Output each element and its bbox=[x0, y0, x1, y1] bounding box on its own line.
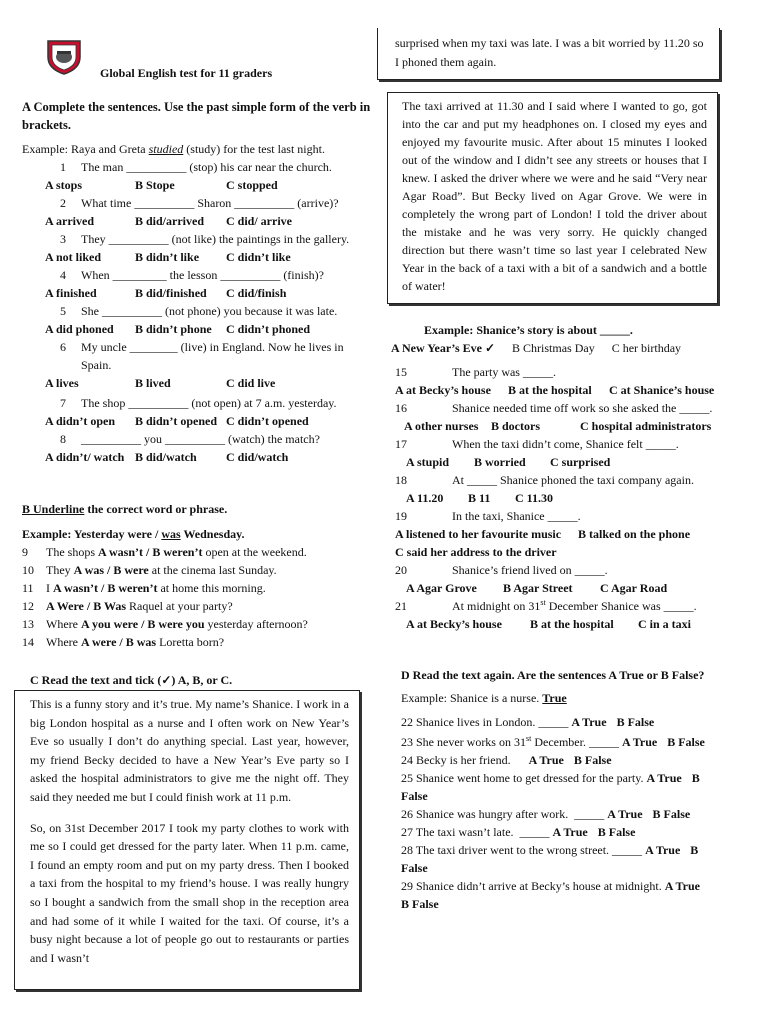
question-9 bbox=[22, 544, 307, 560]
example-option-a: A New Year’s Eve ✓ bbox=[391, 341, 496, 355]
question-17 bbox=[395, 436, 679, 452]
question-text: My uncle ________ (live) in England. Now he lives in bbox=[81, 340, 344, 354]
option-b[interactable]: B didn’t opened bbox=[135, 414, 218, 428]
question-text-end: December Shanice was _____. bbox=[545, 599, 697, 613]
option-false[interactable]: B bbox=[690, 843, 699, 857]
question-text: The man __________ (stop) his car near the church. bbox=[81, 160, 332, 174]
question-text: Where bbox=[46, 617, 81, 631]
tf-question-25 bbox=[401, 770, 700, 786]
question-text-end: Raquel at your party? bbox=[126, 599, 233, 613]
question-text: 25 Shanice went home to get dressed for the party. bbox=[401, 771, 647, 785]
question-12 bbox=[22, 598, 233, 614]
question-text: They bbox=[46, 563, 74, 577]
tf-question-22 bbox=[401, 714, 654, 730]
question-21 bbox=[395, 598, 697, 614]
question-text: What time __________ Sharon __________ (arrive)? bbox=[81, 196, 339, 210]
section-b-heading-underlined: B Underline bbox=[22, 502, 85, 516]
question-number: 7 bbox=[60, 396, 66, 410]
answer-choices[interactable]: A Were / B Was bbox=[46, 599, 127, 613]
example-text-end: Wednesday. bbox=[180, 527, 245, 541]
question-text: 29 Shanice didn’t arrive at Becky’s house at midnight. bbox=[401, 879, 665, 893]
question-8 bbox=[60, 431, 320, 447]
question-11 bbox=[22, 580, 266, 596]
question-10 bbox=[22, 562, 277, 578]
example-answer: was bbox=[161, 527, 181, 541]
option-c[interactable]: C didn’t opened bbox=[226, 414, 309, 428]
option-a[interactable]: A listened to her favourite music bbox=[395, 527, 562, 541]
option-c[interactable]: C surprised bbox=[550, 455, 611, 469]
question-number: 17 bbox=[395, 437, 407, 451]
question-text-continued: Spain. bbox=[81, 358, 112, 372]
question-text: The party was _____. bbox=[452, 365, 556, 379]
question-number: 4 bbox=[60, 268, 66, 282]
question-text: When _________ the lesson __________ (finish)? bbox=[81, 268, 324, 282]
question-number: 9 bbox=[22, 545, 28, 559]
option-a[interactable]: A stops bbox=[45, 178, 83, 192]
example-answer: True bbox=[542, 691, 567, 705]
question-4 bbox=[60, 267, 324, 283]
question-number: 14 bbox=[22, 635, 34, 649]
option-c[interactable]: C hospital administrators bbox=[580, 419, 712, 433]
option-c[interactable]: C did/finish bbox=[226, 286, 287, 300]
question-text: 22 Shanice lives in London. _____ bbox=[401, 715, 572, 729]
option-a[interactable]: A 11.20 bbox=[406, 491, 444, 505]
story-box-part1 bbox=[14, 690, 360, 990]
option-a[interactable]: A stupid bbox=[406, 455, 450, 469]
question-text: 24 Becky is her friend. bbox=[401, 753, 529, 767]
option-true[interactable]: A True bbox=[552, 825, 588, 839]
option-b[interactable]: B worried bbox=[474, 455, 526, 469]
answer-choices[interactable]: A you were / B were you bbox=[80, 617, 205, 631]
option-false[interactable]: B False bbox=[652, 807, 691, 821]
option-false-continued[interactable]: B False bbox=[401, 897, 439, 911]
option-true[interactable]: A True bbox=[607, 807, 643, 821]
question-1 bbox=[60, 159, 332, 175]
question-text-end: yesterday afternoon? bbox=[204, 617, 308, 631]
question-20 bbox=[395, 562, 608, 578]
question-text: __________ you __________ (watch) the match? bbox=[81, 432, 320, 446]
question-text: Where bbox=[46, 635, 81, 649]
option-c[interactable]: C did/ arrive bbox=[226, 214, 292, 228]
option-true[interactable]: A True bbox=[528, 753, 564, 767]
question-2 bbox=[60, 195, 339, 211]
question-number: 13 bbox=[22, 617, 34, 631]
option-a[interactable]: A at Becky’s house bbox=[406, 617, 502, 631]
option-b[interactable]: B Agar Street bbox=[503, 581, 573, 595]
question-number: 8 bbox=[60, 432, 66, 446]
option-false-continued[interactable]: False bbox=[401, 789, 428, 803]
question-number: 16 bbox=[395, 401, 407, 415]
option-a[interactable]: A not liked bbox=[45, 250, 102, 264]
tf-question-27 bbox=[401, 824, 635, 840]
tf-question-29 bbox=[401, 878, 700, 894]
option-c[interactable]: C didn’t like bbox=[226, 250, 291, 264]
tf-question-28 bbox=[401, 842, 698, 858]
question-text: At midnight on 31 bbox=[452, 599, 541, 613]
question-number: 12 bbox=[22, 599, 34, 613]
option-b[interactable]: B lived bbox=[135, 376, 171, 390]
question-text: They __________ (not like) the paintings in the gallery. bbox=[81, 232, 350, 246]
option-true[interactable]: A True bbox=[664, 879, 700, 893]
question-text: 28 The taxi driver went to the wrong street. _____ bbox=[401, 843, 646, 857]
question-15 bbox=[395, 364, 556, 380]
option-c[interactable]: C said her address to the driver bbox=[395, 545, 557, 559]
question-text: Shanice needed time off work so she asked the _____. bbox=[452, 401, 713, 415]
section-c-example-options bbox=[391, 340, 681, 356]
option-true[interactable]: A True bbox=[621, 735, 658, 749]
option-false[interactable]: B False bbox=[597, 825, 636, 839]
question-text-end: at home this morning. bbox=[157, 581, 266, 595]
option-a[interactable]: A at Becky’s house bbox=[395, 383, 491, 397]
question-text: 26 Shanice was hungry after work. _____ bbox=[401, 807, 608, 821]
answer-choices[interactable]: A was / B were bbox=[73, 563, 149, 577]
question-16 bbox=[395, 400, 712, 416]
page-title: Global English test for 11 graders bbox=[100, 66, 273, 80]
section-a-heading: A Complete the sentences. Use the past simple form of the verb in brackets. bbox=[22, 100, 371, 133]
option-a[interactable]: A Agar Grove bbox=[406, 581, 477, 595]
section-c-heading: C Read the text and tick (✓) A, B, or C. bbox=[30, 673, 233, 687]
option-false[interactable]: B False bbox=[573, 753, 612, 767]
option-c[interactable]: C in a taxi bbox=[638, 617, 692, 631]
option-true[interactable]: A True bbox=[646, 771, 682, 785]
story-paragraph-2: So, on 31st December 2017 I took my party clothes to work with me so I could get dressed for the party later. When 11 p.m. came, I found an empty room and put on my party dress. Then I booked a taxi from the hospital to my friend’s house. I was really hungry so I bought a sandwich from the small shop in the reception area and had some of it while I waited for the taxi. Of course, it’s a busy night because a lot of people go out to restaurants or parties and I wasn’t bbox=[30, 820, 349, 965]
question-text-end: open at the weekend. bbox=[202, 545, 307, 559]
section-b-heading bbox=[22, 501, 227, 517]
option-b[interactable]: B at the hospital bbox=[508, 383, 592, 397]
section-b-example bbox=[22, 526, 244, 542]
example-answer: studied bbox=[148, 142, 184, 156]
question-text-end: December. _____ bbox=[531, 735, 622, 749]
option-c[interactable]: C stopped bbox=[226, 178, 278, 192]
question-text: 27 The taxi wasn’t late. _____ bbox=[401, 825, 553, 839]
option-b[interactable]: B did/watch bbox=[135, 450, 197, 464]
tf-question-26 bbox=[401, 806, 690, 822]
option-c[interactable]: C did live bbox=[226, 376, 276, 390]
section-b-heading-rest: the correct word or phrase. bbox=[84, 502, 228, 516]
option-c[interactable]: C didn’t phoned bbox=[226, 322, 311, 336]
section-a-example bbox=[22, 141, 325, 157]
question-number: 11 bbox=[22, 581, 34, 595]
section-d-example bbox=[401, 690, 567, 706]
option-a[interactable]: A didn’t open bbox=[45, 414, 116, 428]
option-b[interactable]: B didn’t like bbox=[135, 250, 200, 264]
option-a[interactable]: A lives bbox=[45, 376, 79, 390]
story-continuation: surprised when my taxi was late. I was a bit worried by 11.20 so I phoned them again. bbox=[395, 36, 704, 69]
question-text: 23 She never works on 31 bbox=[401, 735, 526, 749]
tf-question-23 bbox=[401, 734, 705, 750]
question-text: The shops bbox=[46, 545, 98, 559]
question-number: 21 bbox=[395, 599, 407, 613]
option-b[interactable]: B 11 bbox=[468, 491, 491, 505]
question-number: 5 bbox=[60, 304, 66, 318]
question-14 bbox=[22, 634, 224, 650]
question-text: I bbox=[46, 581, 53, 595]
option-false[interactable]: B bbox=[691, 771, 700, 785]
answer-choices[interactable]: A wasn’t / B weren’t bbox=[98, 545, 203, 559]
option-c[interactable]: C 11.30 bbox=[515, 491, 554, 505]
option-a[interactable]: A other nurses bbox=[404, 419, 479, 433]
example-text-end: (study) for the test last night. bbox=[183, 142, 325, 156]
option-false[interactable]: B False bbox=[616, 715, 655, 729]
question-number: 19 bbox=[395, 509, 407, 523]
option-true[interactable]: A True bbox=[645, 843, 681, 857]
option-false-continued[interactable]: False bbox=[401, 861, 428, 875]
school-crest-logo bbox=[44, 37, 84, 75]
question-7 bbox=[60, 395, 337, 411]
answer-choices[interactable]: A were / B was bbox=[80, 635, 157, 649]
option-true[interactable]: A True bbox=[571, 715, 607, 729]
question-18 bbox=[395, 472, 694, 488]
story-box-part2 bbox=[377, 28, 720, 80]
story-paragraph-1: This is a funny story and it’s true. My name’s Shanice. I work in a big London hospital as a nurse and I often work on New Year’s Eve so usually I don’t do anything special. Last year, however, my friend Becky decided to have a New Year’s Eve party so I asked the hospital administrators to give me the night off. They said they needed me but I could finish work at 11 p.m. bbox=[30, 697, 349, 804]
option-b[interactable]: B Stope bbox=[135, 178, 175, 192]
option-b[interactable]: B did/arrived bbox=[135, 214, 205, 228]
tf-question-24 bbox=[401, 752, 612, 768]
question-text-end: Loretta born? bbox=[156, 635, 225, 649]
option-c[interactable]: C at Shanice’s house bbox=[609, 383, 715, 397]
option-b[interactable]: B didn’t phone bbox=[135, 322, 212, 336]
question-number: 3 bbox=[60, 232, 66, 246]
option-a[interactable]: A finished bbox=[45, 286, 97, 300]
question-text: She __________ (not phone) you because it was late. bbox=[81, 304, 338, 318]
question-number: 15 bbox=[395, 365, 407, 379]
question-number: 2 bbox=[60, 196, 66, 210]
question-number: 6 bbox=[60, 340, 66, 354]
question-number: 1 bbox=[60, 160, 66, 174]
option-a[interactable]: A arrived bbox=[45, 214, 94, 228]
superscript: st bbox=[525, 734, 532, 743]
question-text-end: at the cinema last Sunday. bbox=[148, 563, 277, 577]
question-text: When the taxi didn’t come, Shanice felt _____. bbox=[452, 437, 679, 451]
question-text: The shop __________ (not open) at 7 a.m. yesterday. bbox=[81, 396, 337, 410]
example-option-b: B Christmas Day bbox=[512, 341, 595, 355]
question-number: 18 bbox=[395, 473, 407, 487]
section-d-heading: D Read the text again. Are the sentences A True or B False? bbox=[401, 668, 705, 682]
option-a[interactable]: A did phoned bbox=[45, 322, 114, 336]
option-b[interactable]: B at the hospital bbox=[530, 617, 614, 631]
question-5 bbox=[60, 303, 337, 319]
option-b[interactable]: B doctors bbox=[491, 419, 540, 433]
option-b[interactable]: B talked on the phone bbox=[578, 527, 691, 541]
option-b[interactable]: B did/finished bbox=[135, 286, 207, 300]
example-option-c: C her birthday bbox=[611, 341, 682, 355]
question-number: 20 bbox=[395, 563, 407, 577]
option-false[interactable]: B False bbox=[667, 735, 705, 749]
option-a[interactable]: A didn’t/ watch bbox=[45, 450, 125, 464]
section-c-example-question: Example: Shanice’s story is about _____. bbox=[424, 323, 633, 337]
story-box-part3 bbox=[387, 92, 718, 304]
option-c[interactable]: C Agar Road bbox=[600, 581, 668, 595]
question-number: 10 bbox=[22, 563, 34, 577]
option-c[interactable]: C did/watch bbox=[226, 450, 289, 464]
question-text: In the taxi, Shanice _____. bbox=[452, 509, 581, 523]
question-3 bbox=[60, 231, 349, 247]
question-19 bbox=[395, 508, 581, 524]
superscript: st bbox=[540, 598, 546, 607]
story-paragraph-3: The taxi arrived at 11.30 and I said where I wanted to go, got into the car and put my headphones on. I closed my eyes and enjoyed my favourite music. After about 15 minutes I looked out of the window and I didn’t see any streets or houses that I knew. I asked the driver where we were and he said “Very near Agar Road”. But Becky lived on Agar Grove. We were in completely the wrong part of London! I told the driver about the mistake and he was very sorry. He quickly changed direction but there wasn’t time so last year I celebrated New Year in the back of a taxi with a bit of a sandwich and a bottle of water! bbox=[402, 99, 707, 293]
answer-choices[interactable]: A wasn’t / B weren’t bbox=[53, 581, 158, 595]
example-text: Example: Yesterday were / bbox=[22, 527, 162, 541]
question-6 bbox=[60, 339, 344, 355]
example-text: Example: Raya and Greta bbox=[22, 142, 149, 156]
question-13 bbox=[22, 616, 308, 632]
question-text: Shanice’s friend lived on _____. bbox=[452, 563, 608, 577]
example-text: Example: Shanice is a nurse. bbox=[401, 691, 543, 705]
question-text: At _____ Shanice phoned the taxi company again. bbox=[452, 473, 694, 487]
